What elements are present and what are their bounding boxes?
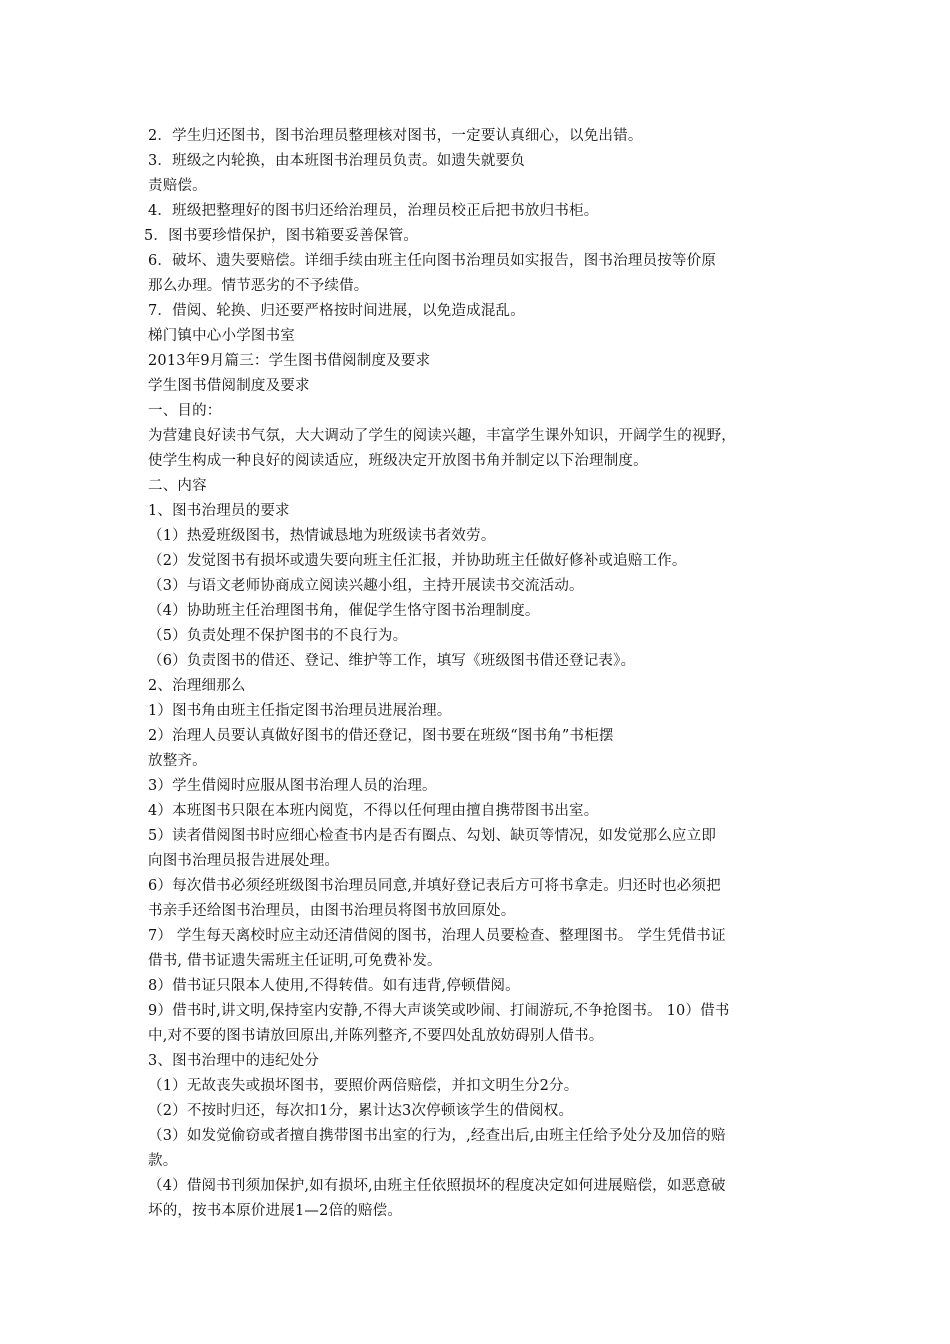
text-line: 借书, 借书证遗失需班主任证明,可免费补发。 (148, 953, 442, 969)
text-line: 8）借书证只限本人使用,不得转借。如有违背,停顿借阅。 (148, 978, 520, 994)
subsection-heading: 3、图书治理中的违纪处分 (148, 1053, 320, 1069)
text-line: 责赔偿。 (148, 178, 207, 194)
text-line: 为营建良好读书气氛，大大调动了学生的阅读兴趣，丰富学生课外知识，开阔学生的视野， (148, 428, 736, 444)
text-line: （3）如发觉偷窃或者擅自携带图书出室的行为，,经查出后,由班主任给予处分及加倍的赔 (148, 1128, 726, 1144)
text-line: 6．破坏、遗失要赔偿。详细手续由班主任向图书治理员如实报告，图书治理员按等价原 (148, 253, 717, 269)
subsection-heading: 2、治理细那么 (148, 678, 246, 694)
text-line: 9）借书时,讲文明,保持室内安静,不得大声谈笑或吵闹、打闹游玩,不争抢图书。 10）借书 (148, 1003, 730, 1019)
text-line: （6）负责图书的借还、登记、维护等工作，填写《班级图书借还登记表》。 (148, 653, 636, 669)
text-line: 那么办理。情节恶劣的不予续借。 (148, 278, 369, 294)
text-line: 6）每次借书必须经班级图书治理员同意,并填好登记表后方可将书拿走。归还时也必须把 (148, 878, 721, 894)
text-line: （2）发觉图书有损坏或遗失要向班主任汇报，并协助班主任做好修补或追赔工作。 (148, 553, 687, 569)
subsection-heading: 1、图书治理员的要求 (148, 503, 290, 519)
text-line: 书亲手还给图书治理员，由图书治理员将图书放回原处。 (148, 903, 516, 919)
text-line: 2）治理人员要认真做好图书的借还登记，图书要在班级“图书角”书柜摆 (148, 728, 614, 744)
text-line: 5．图书要珍惜保护，图书箱要妥善保管。 (144, 228, 419, 244)
document-body (140, 124, 820, 1224)
text-line: （4）协助班主任治理图书角，催促学生恪守图书治理制度。 (148, 603, 540, 619)
text-line: （2）不按时归还，每次扣1分，累计达3次停顿该学生的借阅权。 (148, 1103, 574, 1119)
text-line: 放整齐。 (148, 753, 207, 769)
text-line: 5）读者借阅图书时应细心检查书内是否有圈点、勾划、缺页等情况，如发觉那么应立即 (148, 828, 717, 844)
text-line: 7） 学生每天离校时应主动还清借阅的图书，治理人员要检查、整理图书。 学生凭借书证 (148, 928, 726, 944)
text-line: 1）图书角由班主任指定图书治理员进展治理。 (148, 703, 452, 719)
section-heading: 一、目的： (148, 403, 222, 419)
text-line: （3）与语文老师协商成立阅读兴趣小组，主持开展读书交流活动。 (148, 578, 584, 594)
text-line: （4）借阅书刊须加保护,如有损坏,由班主任依照损坏的程度决定如何进展赔偿，如恶意破 (148, 1178, 726, 1194)
text-line: （1）热爱班级图书，热情诚恳地为班级读书者效劳。 (148, 528, 496, 544)
text-line: 7．借阅、轮换、归还要严格按时间进展，以免造成混乱。 (148, 303, 525, 319)
section-heading: 二、内容 (148, 478, 207, 494)
text-line: （1）无故丧失或损坏图书，要照价两倍赔偿，并扣文明生分2分。 (148, 1078, 579, 1094)
text-line: 4．班级把整理好的图书归还给治理员，治理员校正后把书放归书柜。 (148, 203, 599, 219)
text-line: 2013年9月篇三：学生图书借阅制度及要求 (148, 353, 431, 369)
text-line: 坏的，按书本原价进展1—2倍的赔偿。 (148, 1203, 403, 1219)
text-line: 使学生构成一种良好的阅读适应，班级决定开放图书角并制定以下治理制度。 (148, 453, 648, 469)
text-line: 中,对不要的图书请放回原出,并陈列整齐,不要四处乱放妨碍别人借书。 (148, 1028, 604, 1044)
text-line: 梯门镇中心小学图书室 (148, 328, 295, 344)
text-line: （5）负责处理不保护图书的不良行为。 (148, 628, 408, 644)
text-line: 学生图书借阅制度及要求 (148, 378, 310, 394)
text-line: 向图书治理员报告进展处理。 (148, 853, 340, 869)
text-line: 3．班级之内轮换，由本班图书治理员负责。如遗失就要负 (148, 153, 525, 169)
text-line: 3）学生借阅时应服从图书治理人员的治理。 (148, 778, 437, 794)
text-line: 4）本班图书只限在本班内阅览，不得以任何理由擅自携带图书出室。 (148, 803, 599, 819)
text-line: 款。 (148, 1153, 178, 1169)
text-line: 2．学生归还图书，图书治理员整理核对图书，一定要认真细心，以免出错。 (148, 128, 643, 144)
